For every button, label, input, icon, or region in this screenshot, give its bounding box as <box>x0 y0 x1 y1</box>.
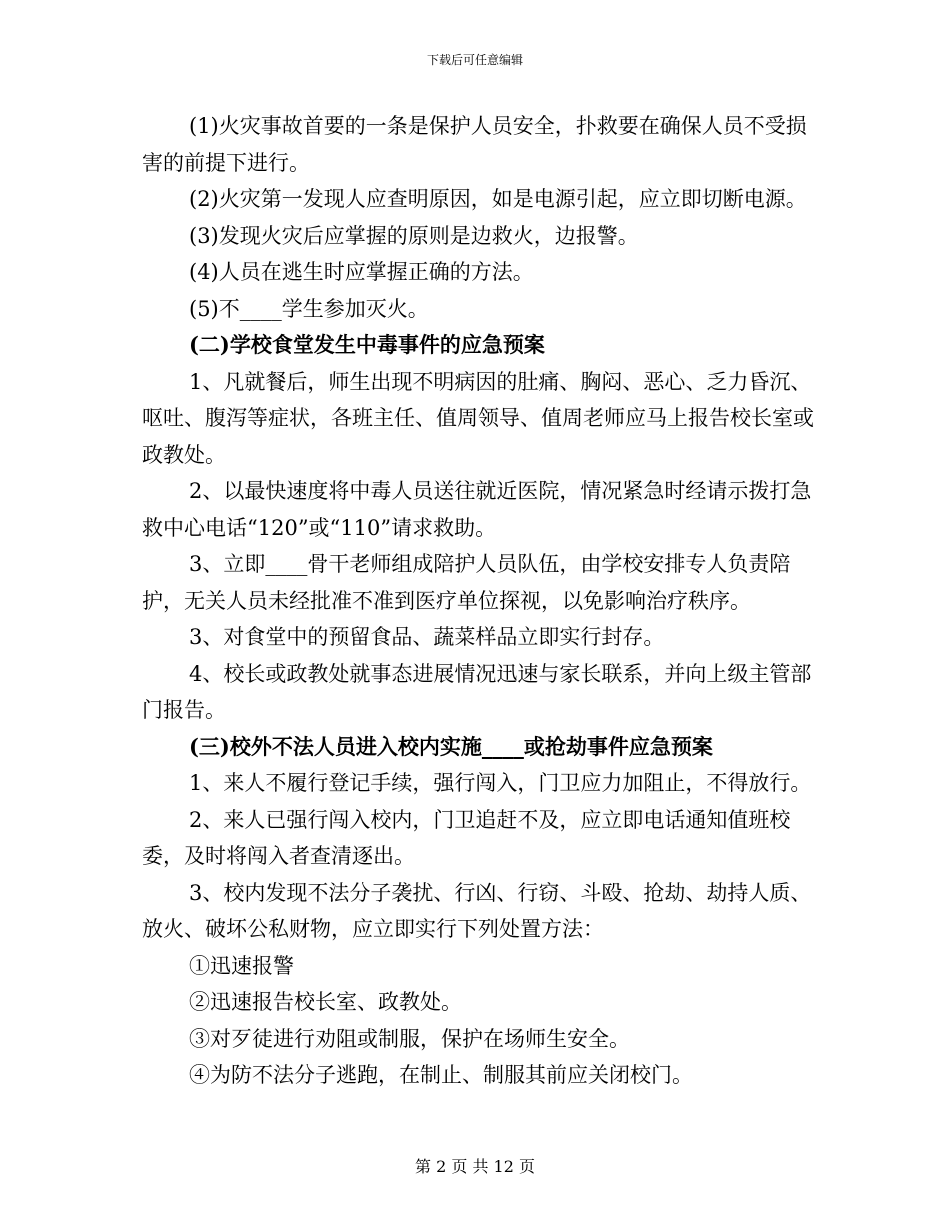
paragraph-4: (4)人员在逃生时应掌握正确的方法。 <box>189 260 534 284</box>
document-body <box>142 108 822 1094</box>
section-heading-canteen: (二)学校食堂发生中毒事件的应急预案 <box>189 332 545 357</box>
paragraph-15: 3、校内发现不法分子袭扰、行凶、行窃、斗殴、抢劫、劫持人质、放火、破坏公私财物，应立即实行下列处置方法： <box>142 880 812 941</box>
page-header: 下载后可任意编辑 <box>426 53 523 67</box>
paragraph-13: 1、来人不履行登记手续，强行闯入，门卫应力加阻止，不得放行。 <box>189 771 812 795</box>
paragraph-3: (3)发现火灾后应掌握的原则是边救火，边报警。 <box>189 223 639 248</box>
paragraph-5: (5)不____学生参加灭火。 <box>189 296 429 321</box>
paragraph-9: 3、立即____骨干老师组成陪护人员队伍，由学校安排专人负责陪护，无关人员未经批准不准到医疗单位探视，以免影响治疗秩序。 <box>142 552 791 613</box>
list-item-3: ③对歹徒进行劝阻或制服，保护在场师生安全。 <box>189 1026 630 1051</box>
paragraph-1: (1)火灾事故首要的一条是保护人员安全，扑救要在确保人员不受损害的前提下进行。 <box>142 114 807 175</box>
paragraph-2: (2)火灾第一发现人应查明原因，如是电源引起，应立即切断电源。 <box>189 187 807 211</box>
list-item-4: ④为防不法分子逃跑，在制止、制服其前应关闭校门。 <box>189 1063 693 1087</box>
paragraph-11: 4、校长或政教处就事态进展情况迅速与家长联系，并向上级主管部门报告。 <box>142 661 812 722</box>
paragraph-10: 3、对食堂中的预留食品、蔬菜样品立即实行封存。 <box>189 625 665 649</box>
paragraph-14: 2、来人已强行闯入校内，门卫追赶不及，应立即电话通知值班校委，及时将闯入者查清逐出。 <box>142 807 791 868</box>
paragraph-8: 2、以最快速度将中毒人员送往就近医院，情况紧急时经请示拨打急救中心电话“120”或“110”请求救助。 <box>142 479 812 540</box>
paragraph-7: 1、凡就餐后，师生出现不明病因的肚痛、胸闷、恶心、乏力昏沉、呕吐、腹泻等症状，各班主任、值周领导、值周老师应马上报告校长室或政教处。 <box>142 369 814 467</box>
list-item-1: ①迅速报警 <box>189 953 294 978</box>
section-heading-intruder: (三)校外不法人员进入校内实施____或抢劫事件应急预案 <box>189 733 713 759</box>
list-item-2: ②迅速报告校长室、政教处。 <box>189 990 462 1014</box>
page-footer: 第 2 页 共 12 页 <box>415 1157 535 1176</box>
